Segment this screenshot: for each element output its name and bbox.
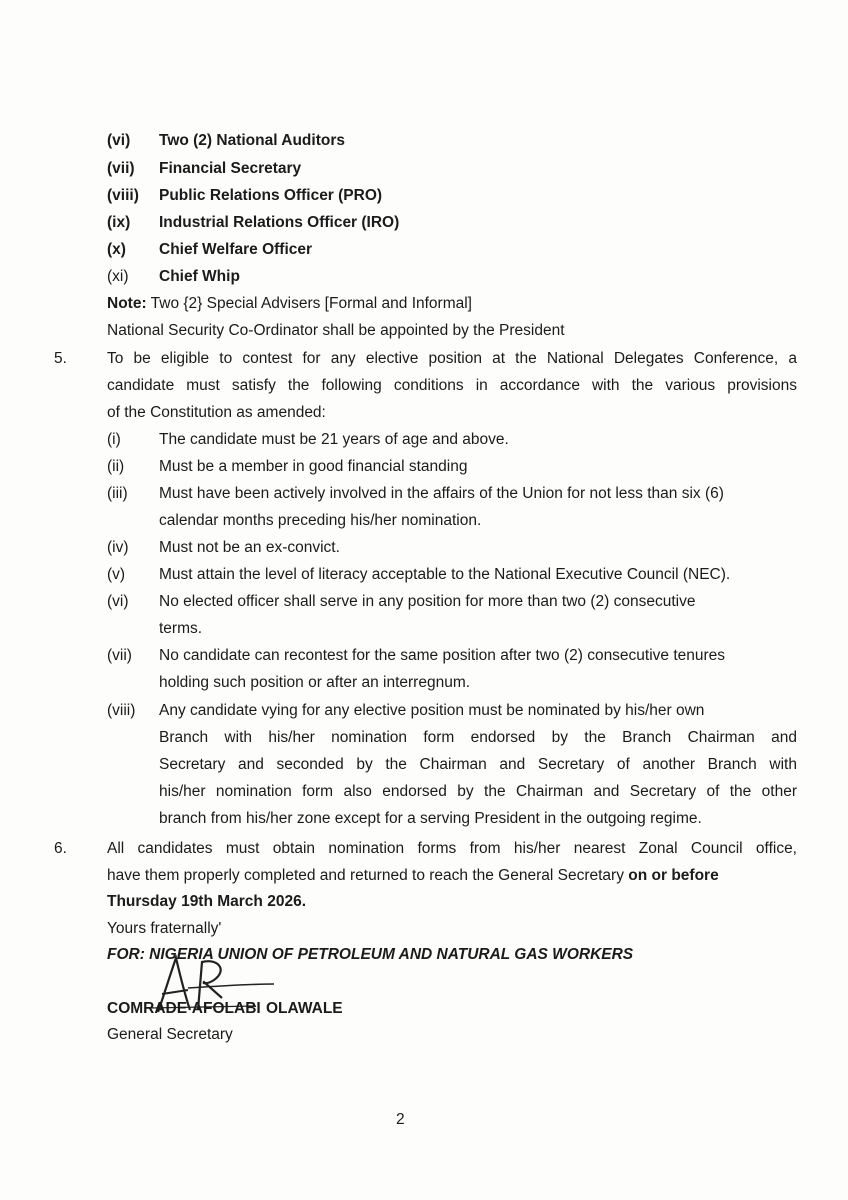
item-text: Public Relations Officer (PRO) <box>159 187 383 204</box>
item-text: The candidate must be 21 years of age and above. <box>159 431 509 448</box>
item-text: Two (2) National Auditors <box>159 132 345 149</box>
item-text: Must be a member in good financial standing <box>159 458 468 475</box>
item-text: Any candidate vying for any elective position must be nominated by his/her own <box>159 702 705 719</box>
section-number: 6. <box>54 840 67 857</box>
deadline-emphasis: on or before <box>628 867 719 884</box>
condition-item-continued: Branch with his/her nomination form endorsed by the Branch Chairman and <box>159 729 797 746</box>
item-number: (x) <box>107 241 126 258</box>
item-text: calendar months preceding his/her nomination. <box>159 512 482 529</box>
item-text: Industrial Relations Officer (IRO) <box>159 214 400 231</box>
item-number: (viii) <box>107 702 136 719</box>
item-number: (ix) <box>107 214 131 231</box>
item-text: Financial Secretary <box>159 160 302 177</box>
condition-item-continued: branch from his/her zone except for a serving President in the outgoing regime. <box>159 810 702 827</box>
item-number: (v) <box>107 566 126 583</box>
item-number: (xi) <box>107 268 129 285</box>
signatory-title: General Secretary <box>107 1026 233 1043</box>
section-5-line: candidate must satisfy the following conditions in accordance with the various provisions <box>107 377 797 394</box>
condition-item-continued: his/her nomination form also endorsed by the Chairman and Secretary of the other <box>159 783 797 800</box>
salutation: Yours fraternally' <box>107 920 222 937</box>
section-number: 5. <box>54 350 67 367</box>
item-text: holding such position or after an interregnum. <box>159 674 471 691</box>
note-line <box>107 290 472 318</box>
item-text: No elected officer shall serve in any position for more than two (2) consecutive <box>159 593 696 610</box>
item-number: (i) <box>107 431 121 448</box>
page-number: 2 <box>396 1111 405 1128</box>
item-number: (viii) <box>107 187 139 204</box>
item-number: (iv) <box>107 539 129 556</box>
note-line-2: National Security Co-Ordinator shall be appointed by the President <box>107 322 565 339</box>
item-number: (vi) <box>107 593 129 610</box>
item-text: Chief Whip <box>159 268 240 285</box>
item-text: Must attain the level of literacy acceptable to the National Executive Council (NEC). <box>159 566 731 583</box>
deadline-date: Thursday 19th March 2026. <box>107 893 306 910</box>
note-label: Note: <box>107 295 147 312</box>
organization-line: FOR: NIGERIA UNION OF PETROLEUM AND NATURAL GAS WORKERS <box>107 946 634 963</box>
item-text: No candidate can recontest for the same position after two (2) consecutive tenures <box>159 647 726 664</box>
signatory-name: COMRADE AFOLABI OLAWALE <box>107 1000 343 1017</box>
section-5-line: of the Constitution as amended: <box>107 404 326 421</box>
condition-item-continued: Secretary and seconded by the Chairman and Secretary of another Branch with <box>159 756 797 773</box>
section-6-line: All candidates must obtain nomination forms from his/her nearest Zonal Council office, <box>107 840 797 857</box>
item-number: (vii) <box>107 647 132 664</box>
note-text: Two {2} Special Advisers [Formal and Informal] <box>150 295 472 312</box>
item-number: (vi) <box>107 132 131 149</box>
item-number: (ii) <box>107 458 125 475</box>
item-number: (iii) <box>107 485 128 502</box>
item-number: (vii) <box>107 160 135 177</box>
item-text: terms. <box>159 620 203 637</box>
section-6-text: have them properly completed and returned to reach the General Secretary <box>107 867 629 884</box>
item-text: Chief Welfare Officer <box>159 241 313 258</box>
section-6-line <box>107 862 719 890</box>
item-text: Must have been actively involved in the affairs of the Union for not less than six (6) <box>159 485 724 502</box>
section-5-line: To be eligible to contest for any elective position at the National Delegates Conference, a <box>107 350 797 367</box>
item-text: Must not be an ex-convict. <box>159 539 340 556</box>
